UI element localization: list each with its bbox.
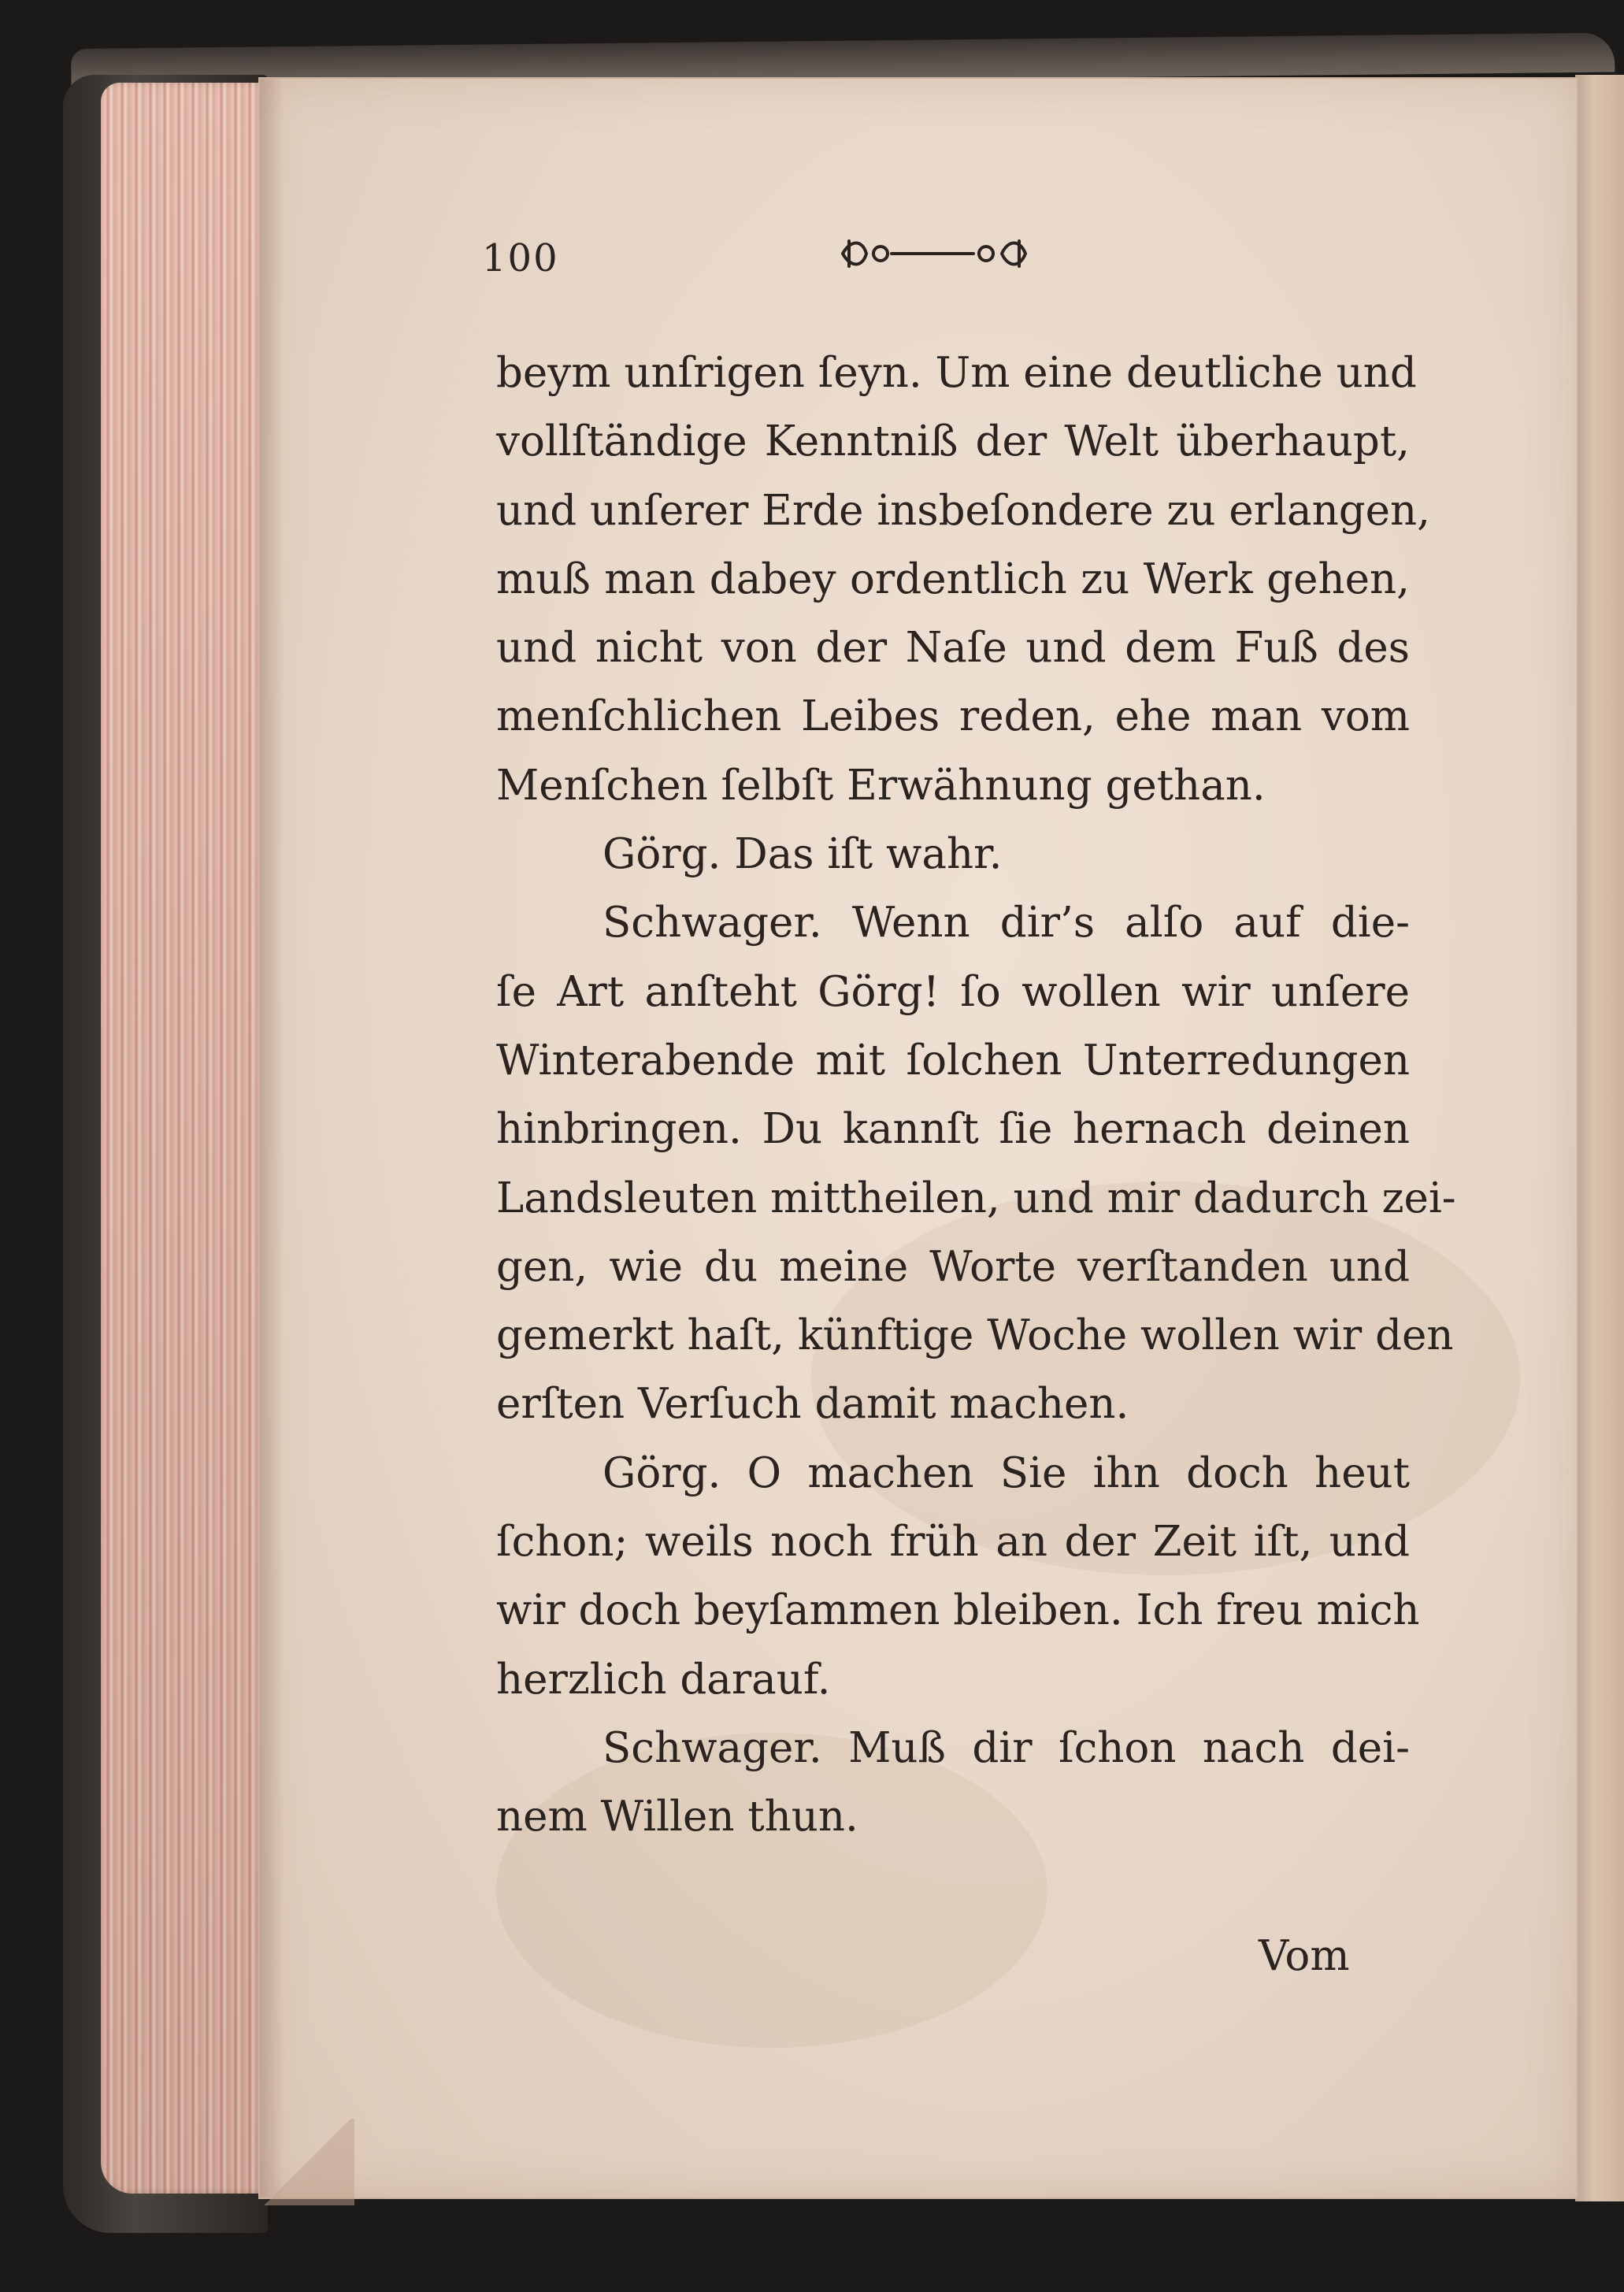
text-line: Görg. O machen Sie ihn doch heut <box>603 1448 1410 1497</box>
text-line: gemerkt haſt, künftige Woche wollen wir den <box>496 1311 1454 1360</box>
text-line: ſchon; weils noch früh an der Zeit iſt, und <box>496 1518 1410 1567</box>
text-line: hinbringen. Du kannſt ſie hernach deinen <box>496 1105 1410 1154</box>
text-line: erſten Verſuch damit machen. <box>496 1380 1129 1429</box>
text-line: und unſerer Erde insbeſondere zu erlangen, <box>496 486 1430 535</box>
text-line: Schwager. Muß dir ſchon nach dei- <box>603 1723 1410 1772</box>
text-line: gen, wie du meine Worte verſtanden und <box>496 1242 1410 1291</box>
text-line: beym unſrigen ſeyn. Um eine deutliche und <box>496 349 1417 397</box>
text-line: ſe Art anſteht Görg! ſo wollen wir unſere <box>496 967 1410 1016</box>
facing-page-gutter <box>1575 75 1624 2201</box>
text-line: Winterabende mit ſolchen Unterredungen <box>496 1036 1410 1085</box>
fleuron-rule-icon <box>819 230 1055 277</box>
page-edges <box>101 83 270 2194</box>
page-corner <box>260 2119 354 2205</box>
text-line: Landsleuten mittheilen, und mir dadurch zei- <box>496 1174 1456 1222</box>
page-number: 100 <box>482 236 559 280</box>
text-line: vollſtändige Kenntniß der Welt überhaupt, <box>496 417 1410 466</box>
text-line: Schwager. Wenn dir’s alſo auf die- <box>603 899 1410 948</box>
catchword: Vom <box>1259 1932 1350 1980</box>
text-line: herzlich darauf. <box>496 1655 831 1704</box>
body-text <box>496 339 1456 1852</box>
text-line: Menſchen ſelbſt Erwähnung gethan. <box>496 761 1266 810</box>
text-line: muß man dabey ordentlich zu Werk gehen, <box>496 554 1410 603</box>
text-line: und nicht von der Naſe und dem Fuß des <box>496 624 1410 673</box>
text-line: nem Willen thun. <box>496 1793 858 1841</box>
text-line: wir doch beyſammen bleiben. Ich freu mich <box>496 1586 1420 1635</box>
text-line: Görg. Das iſt wahr. <box>603 830 1003 879</box>
text-line: menſchlichen Leibes reden, ehe man vom <box>496 692 1410 741</box>
